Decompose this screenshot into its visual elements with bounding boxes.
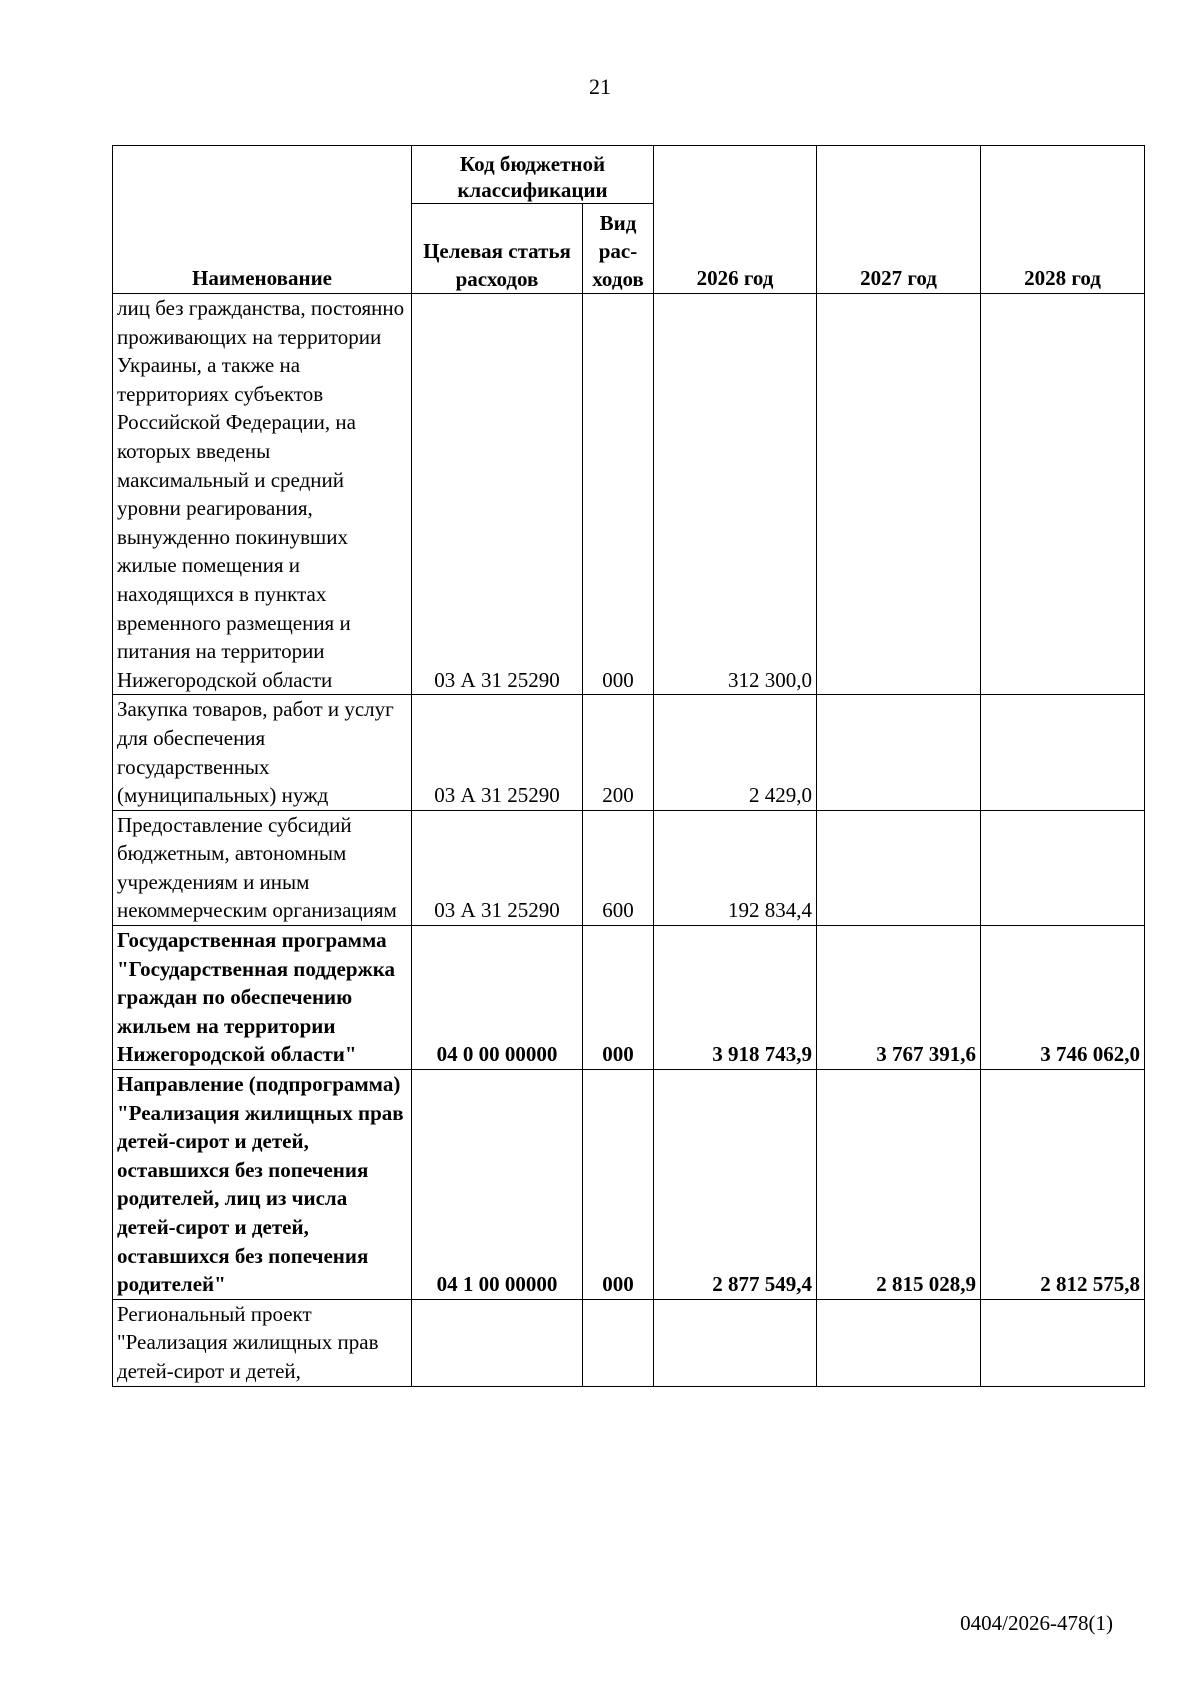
row-expense-kind: 600 [583,810,654,925]
row-value-2026 [654,1299,817,1386]
row-name: Региональный проект "Реализация жилищных прав детей-сирот и детей, [113,1299,412,1386]
row-target-article: 03 А 31 25290 [412,294,583,695]
row-expense-kind: 200 [583,695,654,810]
row-value-2027 [817,294,981,695]
header-code-group: Код бюджетной классификации [412,146,654,204]
row-value-2026: 312 300,0 [654,294,817,695]
table-row [113,1070,1145,1300]
row-value-2026: 2 877 549,4 [654,1070,817,1300]
table-row [113,695,1145,810]
row-value-2028: 2 812 575,8 [981,1070,1145,1300]
row-value-2028 [981,294,1145,695]
row-value-2027 [817,1299,981,1386]
row-value-2028: 3 746 062,0 [981,926,1145,1070]
table-row [113,1299,1145,1386]
row-name: Закупка товаров, работ и услуг для обеспечения государственных (муниципальных) нужд [113,695,412,810]
row-value-2026: 192 834,4 [654,810,817,925]
row-value-2027 [817,810,981,925]
row-name: Государственная программа "Государственная поддержка граждан по обеспечению жильем на территории Нижегородской области" [113,926,412,1070]
row-target-article: 03 А 31 25290 [412,810,583,925]
header-target-article: Целевая статья расходов [412,204,583,294]
header-row [113,146,1145,204]
row-value-2028 [981,810,1145,925]
page-number: 21 [589,74,611,99]
header-expense-kind: Вид рас-ходов [583,204,654,294]
header-name: Наименование [113,146,412,294]
row-expense-kind: 000 [583,1070,654,1300]
table-row [113,926,1145,1070]
header-year-2026: 2026 год [654,146,817,294]
row-expense-kind: 000 [583,926,654,1070]
header-year-2027: 2027 год [817,146,981,294]
row-value-2027: 3 767 391,6 [817,926,981,1070]
row-expense-kind [583,1299,654,1386]
document-id: 0404/2026-478(1) [960,1611,1113,1635]
row-target-article: 04 1 00 00000 [412,1070,583,1300]
row-value-2026: 2 429,0 [654,695,817,810]
row-expense-kind: 000 [583,294,654,695]
row-value-2026: 3 918 743,9 [654,926,817,1070]
row-value-2027: 2 815 028,9 [817,1070,981,1300]
row-name: Направление (подпрограмма) "Реализация жилищных прав детей-сирот и детей, оставшихся без попечения родителей, лиц из числа детей-сирот и детей, оставшихся без попечения родителей" [113,1070,412,1300]
row-name: Предоставление субсидий бюджетным, автономным учреждениям и иным некоммерческим организациям [113,810,412,925]
table-row [113,294,1145,695]
row-value-2027 [817,695,981,810]
header-year-2028: 2028 год [981,146,1145,294]
row-name: лиц без гражданства, постоянно проживающих на территории Украины, а также на территориях субъектов Российской Федерации, на которых введены максимальный и средний уровни реагирования, вынужденно покинувших жилые помещения и находящихся в пунктах временного размещения и питания на территории Нижегородской области [113,294,412,695]
row-value-2028 [981,695,1145,810]
row-target-article [412,1299,583,1386]
row-target-article: 04 0 00 00000 [412,926,583,1070]
row-target-article: 03 А 31 25290 [412,695,583,810]
row-value-2028 [981,1299,1145,1386]
table-row [113,810,1145,925]
budget-table [112,145,1145,1387]
